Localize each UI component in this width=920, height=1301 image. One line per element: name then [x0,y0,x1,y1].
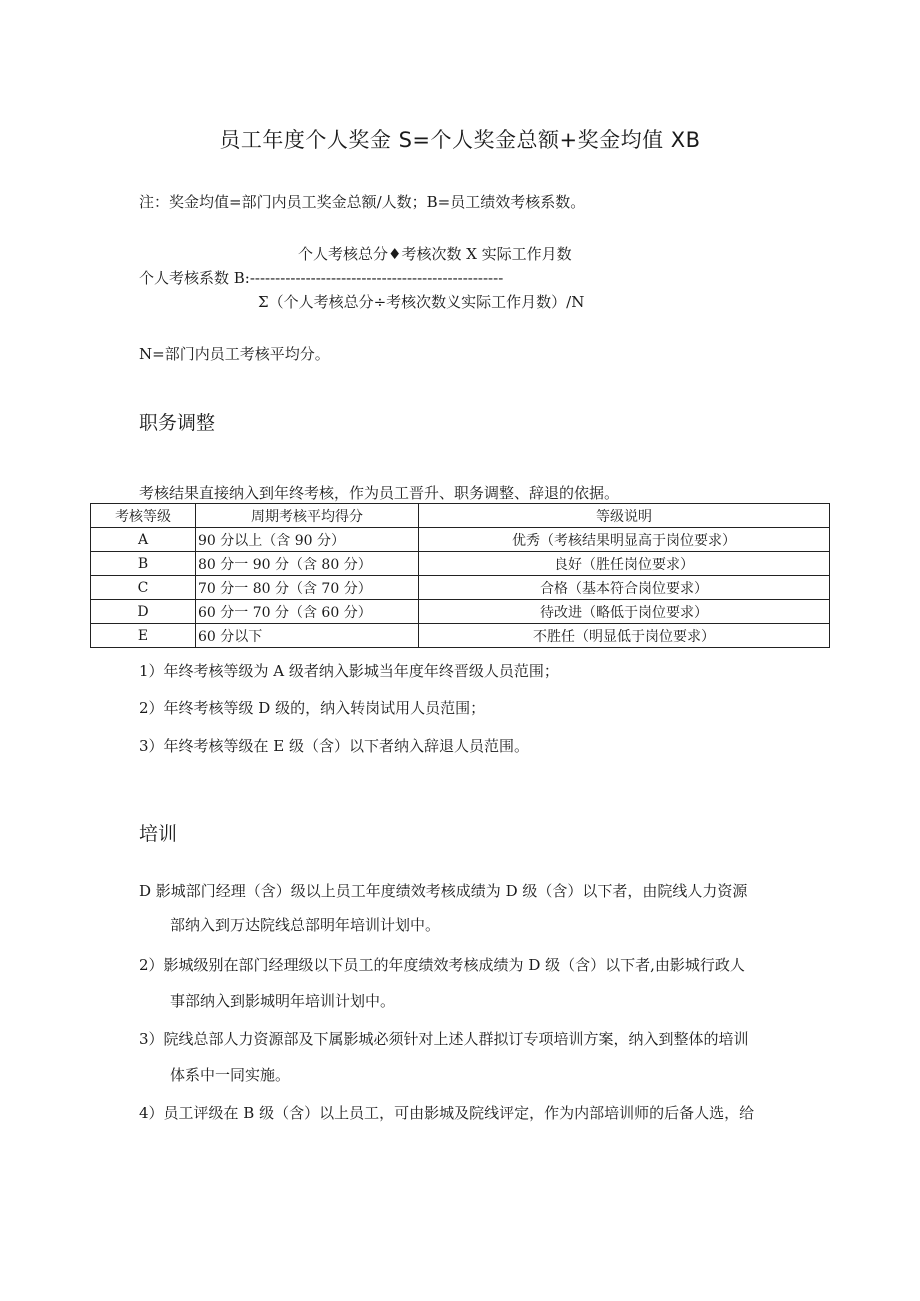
grade-cell: D [91,600,196,624]
formula-label: 个人考核系数 B:-------------------------------------------------- [139,269,504,287]
training-item-2-line1: 2）影城级别在部门经理级以下员工的年度绩效考核成绩为 D 级（含）以下者,由影城行政人 [139,956,745,974]
training-item-3-line2: 体系中一同实施。 [170,1066,291,1084]
section-heading-job-adjustment: 职务调整 [139,412,216,434]
header-grade: 考核等级 [91,504,196,528]
description-cell: 良好（胜任岗位要求） [419,552,830,576]
table-row [91,624,830,648]
header-average-score: 周期考核平均得分 [196,504,419,528]
training-item-2-line2: 事部纳入到影城明年培训计划中。 [170,992,396,1010]
table-row [91,576,830,600]
grade-table [90,503,830,648]
description-cell: 合格（基本符合岗位要求） [419,576,830,600]
table-row [91,600,830,624]
table-row [91,528,830,552]
grade-cell: B [91,552,196,576]
grade-cell: A [91,528,196,552]
description-cell: 不胜任（明显低于岗位要求） [419,624,830,648]
n-note: N=部门内员工考核平均分。 [139,345,330,363]
training-item-1-line2: 部纳入到万达院线总部明年培训计划中。 [170,916,441,934]
score-cell: 90 分以上（含 90 分） [196,528,419,552]
description-cell: 优秀（考核结果明显高于岗位要求） [419,528,830,552]
table-row [91,552,830,576]
job-rule-2: 2）年终考核等级 D 级的，纳入转岗试用人员范围； [139,699,486,717]
header-grade-description: 等级说明 [419,504,830,528]
job-rule-3: 3）年终考核等级在 E 级（含）以下者纳入辞退人员范围。 [139,737,530,755]
job-rule-1: 1）年终考核等级为 A 级者纳入影城当年度年终晋级人员范围； [139,662,559,680]
score-cell: 70 分一 80 分（含 70 分） [196,576,419,600]
description-cell: 待改进（略低于岗位要求） [419,600,830,624]
table-header-row [91,504,830,528]
training-item-3-line1: 3）院线总部人力资源部及下属影城必须针对上述人群拟订专项培训方案，纳入到整体的培训 [139,1030,749,1048]
score-cell: 60 分一 70 分（含 60 分） [196,600,419,624]
formula-denominator: Σ（个人考核总分÷考核次数义实际工作月数）/N [258,293,585,311]
job-adjustment-intro: 考核结果直接纳入到年终考核，作为员工晋升、职务调整、辞退的依据。 [139,484,620,502]
grade-cell: E [91,624,196,648]
score-cell: 80 分一 90 分（含 80 分） [196,552,419,576]
grade-cell: C [91,576,196,600]
bonus-note: 注：奖金均值=部门内员工奖金总额/人数；B=员工绩效考核系数。 [139,193,586,211]
score-cell: 60 分以下 [196,624,419,648]
page-title: 员工年度个人奖金 S=个人奖金总额+奖金均值 XB [219,128,701,152]
formula-numerator: 个人考核总分♦考核次数 X 实际工作月数 [298,245,572,263]
training-item-4-line1: 4）员工评级在 B 级（含）以上员工，可由影城及院线评定，作为内部培训师的后备人选，给 [139,1104,755,1122]
section-heading-training: 培训 [139,823,178,845]
training-item-1-line1: D 影城部门经理（含）级以上员工年度绩效考核成绩为 D 级（含）以下者，由院线人力资源 [139,882,748,900]
